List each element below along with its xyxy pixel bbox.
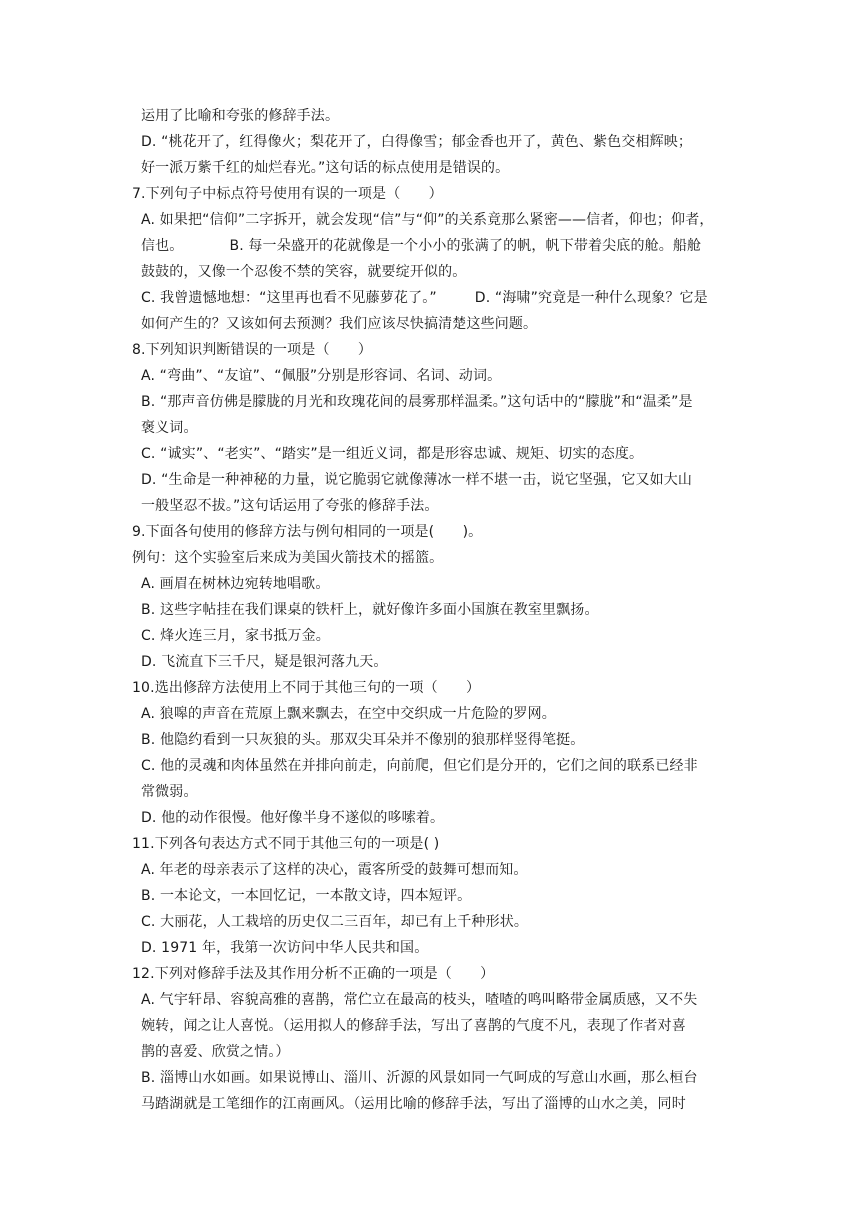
option-line — [132, 649, 732, 675]
text-line — [132, 233, 732, 259]
line-text: 婉转，闻之让人喜悦。（运用拟人的修辞手法，写出了喜鹊的气度不凡，表现了作者对喜 — [141, 1018, 686, 1034]
line-text: 常微弱。 — [141, 784, 198, 800]
text-line — [132, 259, 732, 285]
text-line — [132, 155, 732, 181]
question-line — [132, 545, 732, 571]
line-text: D. 他的动作很慢。他好像半身不遂似的哆嗦着。 — [141, 810, 445, 826]
option-line — [132, 753, 732, 779]
line-text: B. 这些字帖挂在我们课桌的铁杆上，就好像许多面小国旗在教室里飘扬。 — [141, 602, 599, 618]
line-text-secondary: B. 每一朵盛开的花就像是一个小小的张满了的帆，帆下带着尖底的舱。船舱 — [229, 238, 702, 254]
line-text: 9.下面各句使用的修辞方法与例句相同的一项是( )。 — [132, 524, 483, 540]
question-line — [132, 519, 732, 545]
option-line — [132, 883, 732, 909]
line-text: 11.下列各句表达方式不同于其他三句的一项是( ) — [132, 836, 440, 852]
text-line — [132, 1013, 732, 1039]
line-text: D. 1971 年，我第一次访问中华人民共和国。 — [141, 940, 429, 956]
option-line — [132, 597, 732, 623]
text-line — [132, 493, 732, 519]
line-text: C. “诚实”、“老实”、“踏实”是一组近义词，都是形容忠诚、规矩、切实的态度。 — [141, 446, 644, 462]
option-line — [132, 727, 732, 753]
line-text: 如何产生的？又该如何去预测？我们应该尽快搞清楚这些问题。 — [141, 316, 538, 332]
option-line — [132, 129, 732, 155]
line-text: 运用了比喻和夸张的修辞手法。 — [141, 108, 340, 124]
option-line — [132, 1065, 732, 1091]
line-text: 鹊的喜爱、欣赏之情。） — [141, 1044, 290, 1060]
line-text: 一般坚忍不拔。”这句话运用了夸张的修辞手法。 — [141, 498, 439, 514]
line-text: A. 如果把“信仰”二字拆开，就会发现“信”与“仰”的关系竟那么紧密——信者，仰也；仰者， — [141, 212, 714, 228]
option-line — [132, 571, 732, 597]
option-line — [132, 467, 732, 493]
line-text: A. 年老的母亲表示了这样的决心，霞客所受的鼓舞可想而知。 — [141, 862, 528, 878]
option-line — [132, 805, 732, 831]
line-text: C. 烽火连三月，家书抵万金。 — [141, 628, 330, 644]
option-line — [132, 207, 732, 233]
line-text: 鼓鼓的，又像一个忍俊不禁的笑容，就要绽开似的。 — [141, 264, 467, 280]
line-text: B. 他隐约看到一只灰狼的头。那双尖耳朵并不像别的狼那样竖得笔挺。 — [141, 732, 585, 748]
line-text: 12.下列对修辞手法及其作用分析不正确的一项是（ ） — [132, 966, 495, 982]
option-line — [132, 285, 732, 311]
option-line — [132, 857, 732, 883]
text-line — [132, 103, 732, 129]
line-text: D. “生命是一种神秘的力量，说它脆弱它就像薄冰一样不堪一击，说它坚强，它又如大山 — [141, 472, 693, 488]
line-text: 例句：这个实验室后来成为美国火箭技术的摇篮。 — [132, 550, 444, 566]
option-line — [132, 701, 732, 727]
option-line — [132, 623, 732, 649]
line-text: D. “桃花开了，红得像火；梨花开了，白得像雪；郁金香也开了，黄色、紫色交相辉映； — [141, 134, 693, 150]
option-line — [132, 441, 732, 467]
question-text-body — [132, 103, 732, 1117]
question-line — [132, 675, 732, 701]
line-text: 7.下列句子中标点符号使用有误的一项是（ ） — [132, 186, 443, 202]
line-text: B. “那声音仿佛是朦胧的月光和玫瑰花间的晨雾那样温柔。”这句话中的“朦胧”和“温柔”是 — [141, 394, 693, 410]
option-line — [132, 909, 732, 935]
question-line — [132, 831, 732, 857]
line-text-secondary: D. “海啸”究竟是一种什么现象？它是 — [474, 290, 708, 306]
question-line — [132, 961, 732, 987]
line-text: B. 淄博山水如画。如果说博山、淄川、沂源的风景如同一气呵成的写意山水画，那么桓台 — [141, 1070, 698, 1086]
line-text: A. 画眉在树林边宛转地唱歌。 — [141, 576, 330, 592]
question-line — [132, 181, 732, 207]
line-text: 信也。 — [141, 238, 184, 254]
line-text: C. 大丽花，人工栽培的历史仅二三百年，却已有上千种形状。 — [141, 914, 529, 930]
question-line — [132, 337, 732, 363]
option-line — [132, 935, 732, 961]
line-text: A. 气宇轩昂、容貌高雅的喜鹊，常伫立在最高的枝头，喳喳的鸣叫略带金属质感，又不失 — [141, 992, 698, 1008]
text-line — [132, 1039, 732, 1065]
line-text: A. 狼嗥的声音在荒原上飘来飘去，在空中交织成一片危险的罗网。 — [141, 706, 556, 722]
line-text: C. 他的灵魂和肉体虽然在并排向前走，向前爬，但它们是分开的，它们之间的联系已经非 — [141, 758, 698, 774]
text-line — [132, 779, 732, 805]
line-text: B. 一本论文，一本回忆记，一本散文诗，四本短评。 — [141, 888, 472, 904]
text-line — [132, 415, 732, 441]
line-text: 8.下列知识判断错误的一项是（ ） — [132, 342, 373, 358]
option-line — [132, 389, 732, 415]
line-text: C. 我曾遗憾地想：“这里再也看不见藤萝花了。” — [141, 290, 437, 306]
line-text: 褒义词。 — [141, 420, 198, 436]
line-text: A. “弯曲”、“友谊”、“佩服”分别是形容词、名词、动词。 — [141, 368, 502, 384]
line-text: 好一派万紫千红的灿烂春光。”这句话的标点使用是错误的。 — [141, 160, 510, 176]
option-line — [132, 363, 732, 389]
line-text: 马踏湖就是工笔细作的江南画风。（运用比喻的修辞手法，写出了淄博的山水之美，同时 — [141, 1096, 686, 1112]
text-line — [132, 311, 732, 337]
line-text: D. 飞流直下三千尺，疑是银河落九天。 — [141, 654, 388, 670]
option-line — [132, 987, 732, 1013]
text-line — [132, 1091, 732, 1117]
line-text: 10.选出修辞方法使用上不同于其他三句的一项（ ） — [132, 680, 481, 696]
